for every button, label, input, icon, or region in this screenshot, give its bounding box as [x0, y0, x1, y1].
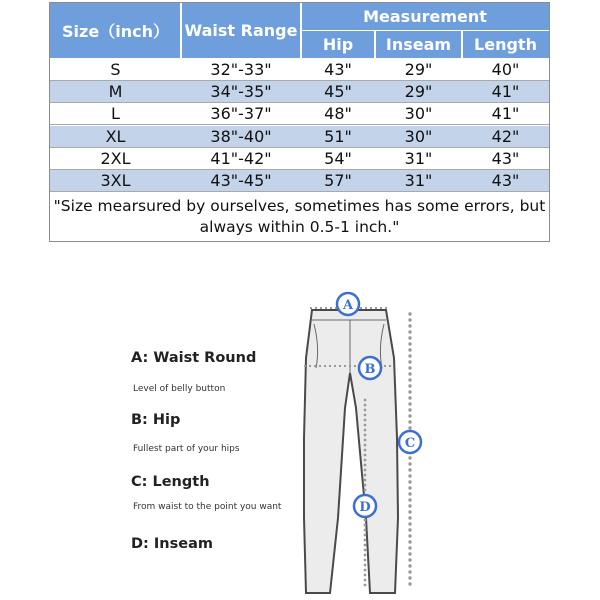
measure-dot: [364, 454, 367, 457]
measure-dot: [364, 584, 367, 587]
cell-length: 41": [491, 104, 520, 124]
measure-dot: [364, 399, 367, 402]
measure-dot: [408, 354, 411, 357]
measure-dot: [408, 492, 411, 495]
header-size: Size（inch）: [50, 3, 181, 58]
pants-measurement-diagram: [290, 288, 430, 600]
header-hip: Hip: [301, 30, 375, 58]
measure-dot: [408, 360, 411, 363]
measure-dot: [364, 429, 367, 432]
measure-dot: [408, 474, 411, 477]
cell-waist: 41"-42": [210, 148, 272, 168]
cell-length: 42": [491, 126, 520, 146]
measure-dot: [408, 414, 411, 417]
measure-dot: [364, 449, 367, 452]
measure-dot: [408, 312, 411, 315]
measure-dot: [364, 444, 367, 447]
legend-b-title: B: Hip: [131, 412, 181, 428]
measure-dot: [408, 516, 411, 519]
cell-waist: 34"-35": [210, 82, 272, 102]
measure-dot: [408, 402, 411, 405]
measure-dot: [408, 468, 411, 471]
measure-dot: [364, 434, 367, 437]
measure-dot: [364, 469, 367, 472]
measure-dot: [364, 424, 367, 427]
measure-dot: [364, 439, 367, 442]
measure-dot: [364, 414, 367, 417]
size-chart-table: [49, 2, 550, 242]
measure-dot: [408, 486, 411, 489]
header-length: Length: [462, 30, 549, 58]
measure-dot: [408, 504, 411, 507]
cell-size: M: [108, 82, 123, 102]
legend-d-title: D: Inseam: [131, 536, 213, 552]
measure-dot: [408, 396, 411, 399]
measure-dot: [408, 576, 411, 579]
measure-dot: [364, 409, 367, 412]
table-row: [50, 170, 549, 192]
measure-dot: [364, 419, 367, 422]
cell-length: 40": [491, 60, 520, 79]
cell-waist: 43"-45": [210, 171, 272, 190]
header-waist-range: Waist Range: [181, 3, 301, 58]
header-inseam: Inseam: [375, 30, 462, 58]
marker-d: [354, 495, 376, 517]
svg-text:D: D: [359, 500, 371, 515]
measure-dot: [364, 489, 367, 492]
measure-dot: [364, 529, 367, 532]
measure-dot: [364, 574, 367, 577]
measure-dot: [408, 408, 411, 411]
table-row: [50, 126, 549, 148]
cell-length: 43": [491, 171, 520, 190]
measure-dot: [408, 390, 411, 393]
legend-b-desc: Fullest part of your hips: [133, 444, 240, 454]
pants-icon: [304, 310, 398, 593]
measure-dot: [408, 528, 411, 531]
cell-hip: 57": [324, 171, 352, 190]
measure-dot: [408, 336, 411, 339]
marker-a: [337, 293, 359, 315]
table-row: [50, 81, 549, 103]
header-divider: [301, 30, 549, 31]
cell-hip: 45": [324, 82, 352, 102]
legend-a-desc: Level of belly button: [133, 384, 226, 394]
measure-dot: [408, 348, 411, 351]
cell-inseam: 30": [404, 126, 433, 146]
measure-dot: [364, 464, 367, 467]
measure-dot: [364, 524, 367, 527]
svg-text:A: A: [342, 298, 354, 313]
cell-inseam: 29": [404, 60, 433, 79]
cell-inseam: 31": [404, 171, 433, 190]
cell-waist: 38"-40": [210, 126, 272, 146]
marker-c: [399, 431, 421, 453]
marker-b: [359, 357, 381, 379]
measure-dot: [364, 579, 367, 582]
measure-dot: [408, 372, 411, 375]
svg-text:C: C: [404, 436, 416, 451]
measure-dot: [408, 510, 411, 513]
header-measurement-group: Measurement: [301, 3, 549, 30]
measure-dot: [364, 519, 367, 522]
cell-hip: 54": [324, 148, 352, 168]
size-note: [50, 192, 549, 241]
measure-dot: [364, 484, 367, 487]
measure-dot: [408, 480, 411, 483]
cell-inseam: 30": [404, 104, 433, 124]
measure-dot: [408, 456, 411, 459]
header-divider: [180, 3, 182, 58]
measure-dot: [364, 539, 367, 542]
measure-dot: [364, 459, 367, 462]
cell-size: S: [110, 60, 121, 79]
cell-size: 2XL: [100, 148, 131, 168]
table-row: [50, 59, 549, 81]
cell-hip: 48": [324, 104, 352, 124]
measure-dot: [364, 474, 367, 477]
measure-dot: [408, 378, 411, 381]
measure-dot: [408, 426, 411, 429]
cell-size: XL: [105, 126, 126, 146]
measure-dot: [408, 318, 411, 321]
cell-hip: 43": [324, 60, 352, 79]
measure-dot: [364, 404, 367, 407]
table-row: [50, 148, 549, 170]
cell-size: L: [111, 104, 120, 124]
measure-dot: [408, 552, 411, 555]
measure-dot: [364, 544, 367, 547]
measure-dot: [408, 324, 411, 327]
measure-dot: [408, 540, 411, 543]
measure-dot: [408, 558, 411, 561]
measure-dot: [408, 462, 411, 465]
measure-dot: [408, 366, 411, 369]
measure-dot: [408, 498, 411, 501]
measure-dot: [364, 479, 367, 482]
svg-text:B: B: [364, 362, 376, 377]
measure-dot: [408, 534, 411, 537]
note-line-2: always within 0.5-1 inch.": [199, 218, 400, 236]
cell-hip: 51": [324, 126, 352, 146]
measure-dot: [364, 534, 367, 537]
measure-dot: [364, 564, 367, 567]
measure-dot: [364, 554, 367, 557]
measure-dot: [408, 564, 411, 567]
measure-dot: [408, 384, 411, 387]
measure-dot: [408, 342, 411, 345]
measure-dot: [408, 582, 411, 585]
legend-c-title: C: Length: [131, 474, 210, 490]
cell-waist: 32"-33": [210, 60, 272, 79]
cell-length: 43": [491, 148, 520, 168]
header-divider: [374, 30, 376, 58]
table-row: [50, 103, 549, 125]
measure-dot: [408, 330, 411, 333]
note-line-1: "Size mearsured by ourselves, sometimes has some errors, but: [53, 197, 546, 215]
cell-length: 41": [491, 82, 520, 102]
cell-inseam: 29": [404, 82, 433, 102]
measure-dot: [364, 569, 367, 572]
cell-inseam: 31": [404, 148, 433, 168]
measure-dot: [408, 546, 411, 549]
measure-dot: [408, 570, 411, 573]
header-divider: [461, 30, 463, 58]
measure-dot: [364, 559, 367, 562]
legend-c-desc: From waist to the point you want: [133, 502, 282, 512]
measure-dot: [408, 420, 411, 423]
legend-a-title: A: Waist Round: [131, 350, 257, 366]
cell-waist: 36"-37": [210, 104, 272, 124]
cell-size: 3XL: [100, 171, 131, 190]
measure-dot: [408, 522, 411, 525]
measure-dot: [364, 549, 367, 552]
